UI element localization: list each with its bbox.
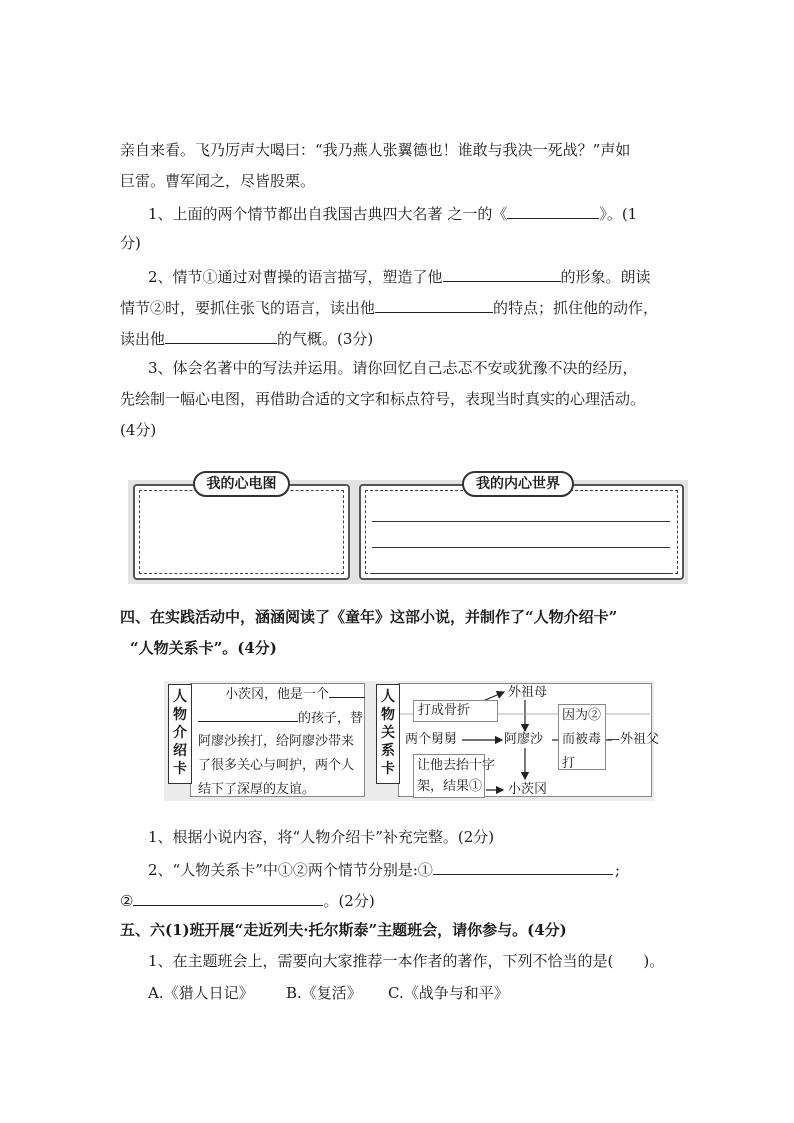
answer-blank[interactable]: [433, 858, 613, 875]
q4-item2-text: 。(2分): [323, 892, 375, 910]
q3-item2-text: 的形象。朗读: [560, 268, 651, 286]
answer-blank[interactable]: [133, 889, 323, 906]
intro-line: 了很多关心与呵护，两个人: [198, 758, 355, 773]
q5-option-a[interactable]: A.《猎人日记》: [148, 984, 254, 1002]
q4-item2-text: ;: [614, 861, 620, 879]
node-alyosha: 阿廖沙: [504, 732, 544, 747]
q4-item2: [148, 858, 620, 880]
intro-line: 小茨冈，他是一个: [225, 685, 365, 703]
inner-world-title: 我的内心世界: [462, 471, 574, 497]
q3-item1-text: 》。(1: [599, 205, 638, 223]
passage-line: 巨雷。曹军闻之，尽皆股栗。: [120, 172, 316, 190]
q3-item2-text: 读出他: [120, 330, 166, 348]
node-because: 而被毒: [562, 732, 602, 747]
intro-line: 阿廖沙挨打，给阿廖沙带来: [198, 734, 355, 749]
q3-item2-text: 的气概。(3分): [277, 330, 374, 348]
intro-line: 的孩子，替: [198, 709, 363, 727]
node-grandmother: 外祖母: [508, 685, 548, 700]
passage-line: 亲自来看。飞乃厉声大喝曰：“我乃燕人张翼德也！谁敢与我决一死战？”声如: [120, 141, 631, 159]
q4-item2-text: 2、“人物关系卡”中①②两个情节分别是:①: [148, 861, 433, 879]
q3-item3: 3、体会名著中的写法并运用。请你回忆自己忐忑不安或犹豫不决的经历，: [148, 359, 638, 377]
q3-item2-text: 2、情节①通过对曹操的语言描写，塑造了他: [148, 268, 443, 286]
node-because: 打: [562, 756, 576, 771]
q4-title: 四、在实践活动中，涵涵阅读了《童年》这部小说，并制作了“人物介绍卡”: [120, 608, 618, 626]
q5-item1: 1、在主题班会上，需要向大家推荐一本作者的著作，下列不恰当的是( )。: [148, 952, 665, 970]
ecg-card-title: 我的心电图: [193, 471, 290, 497]
q4-item1: 1、根据小说内容，将“人物介绍卡”补充完整。(2分): [148, 828, 495, 846]
q4-item2-text: ②: [120, 892, 134, 910]
q5-option-c[interactable]: C.《战争与和平》: [388, 984, 509, 1002]
node-grandfather: —外祖父: [607, 732, 660, 747]
q5-title: 五、六(1)班开展“走近列夫·托尔斯泰”主题班会，请你参与。(4分): [120, 921, 567, 939]
node-cross: 让他去抬十字: [417, 758, 496, 773]
node-gypsy: 小茨冈: [508, 782, 548, 797]
q3-item1-text: 1、上面的两个情节都出自我国古典四大名著 之一的《: [148, 205, 508, 223]
node-cross: 架，结果①: [417, 779, 483, 794]
node-uncles: 两个舅舅: [405, 732, 458, 747]
node-because: 因为②: [562, 708, 602, 723]
q5-option-b[interactable]: B.《复活》: [286, 984, 362, 1002]
q3-item2-text: 的特点；抓住他的动作，: [493, 299, 659, 317]
intro-card-tag: 人 物 介 绍 卡: [168, 684, 192, 784]
q3-item1-score: 分): [120, 234, 141, 252]
q3-item3: 先绘制一幅心电图，再借助合适的文字和标点符号，表现当时真实的心理活动。: [120, 390, 646, 408]
intro-line: 结下了深厚的友谊。: [198, 782, 316, 797]
relationship-card-tag: 人 物 关 系 卡: [376, 684, 400, 784]
q4-item2: [120, 889, 375, 911]
node-fracture: 打成骨折: [418, 703, 471, 718]
q4-title: “人物关系卡”。(4分): [130, 639, 277, 657]
q3-item3-score: (4分): [120, 421, 157, 439]
q3-item2-text: 情节②时，要抓住张飞的语言，读出他: [120, 299, 376, 317]
